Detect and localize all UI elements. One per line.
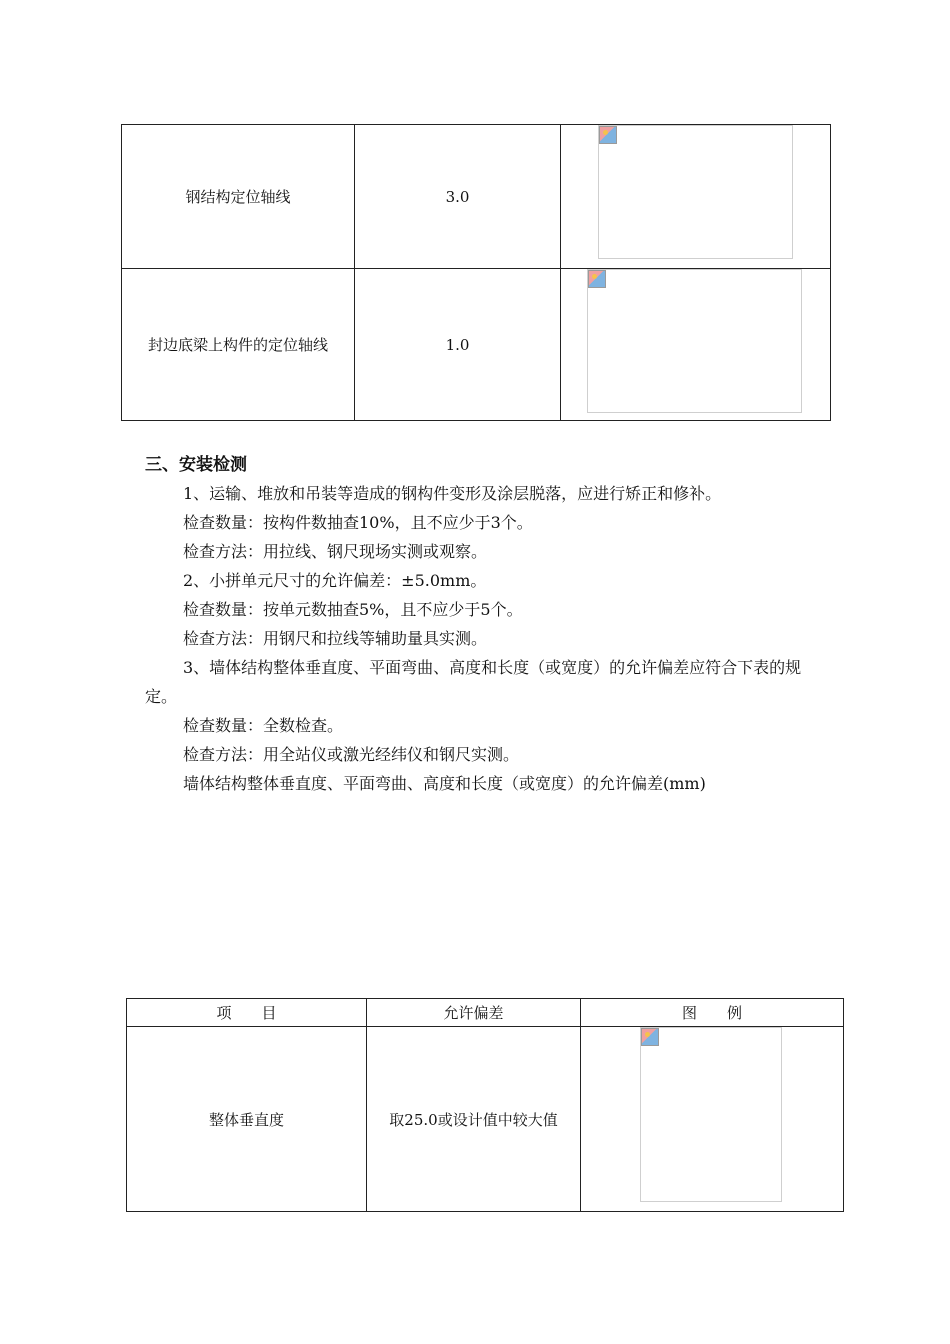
item-label: 封边底梁上构件的定位轴线 (147, 336, 328, 354)
item-cell (122, 269, 355, 421)
item-cell (127, 1027, 367, 1212)
paragraph: 检查方法：用钢尺和拉线等辅助量具实测。 (183, 629, 488, 648)
paragraph: 检查数量：按构件数抽查10%，且不应少于3个。 (183, 513, 533, 532)
table-row (127, 1027, 844, 1212)
column-header: 图 例 (581, 999, 844, 1027)
value-label: 取25.0或设计值中较大值 (389, 1110, 558, 1129)
diagram-cell (581, 1027, 844, 1212)
broken-image-icon (641, 1028, 659, 1046)
broken-image-icon (588, 270, 606, 288)
diagram-image (587, 269, 802, 413)
column-header: 项 目 (127, 999, 367, 1027)
column-header: 允许偏差 (367, 999, 581, 1027)
table-header-row (127, 999, 844, 1027)
table-caption: 墙体结构整体垂直度、平面弯曲、高度和长度（或宽度）的允许偏差(mm) (183, 774, 706, 793)
value-cell (355, 269, 561, 421)
paragraph: 1、运输、堆放和吊装等造成的钢构件变形及涂层脱落，应进行矫正和修补。 (183, 484, 722, 503)
diagram-image (598, 125, 793, 259)
section-title: 三、安装检测 (145, 455, 247, 475)
diagram-cell (561, 269, 831, 421)
table-row (122, 269, 831, 421)
tolerance-table-2 (126, 998, 844, 1212)
section-body (145, 479, 825, 798)
item-cell (122, 125, 355, 269)
diagram-image (640, 1027, 782, 1202)
value-cell (355, 125, 561, 269)
paragraph: 检查数量：按单元数抽查5%，且不应少于5个。 (183, 600, 523, 619)
value-label: 3.0 (445, 187, 470, 206)
diagram-cell (561, 125, 831, 269)
table-row (122, 125, 831, 269)
paragraph: 3、墙体结构整体垂直度、平面弯曲、高度和长度（或宽度）的允许偏差应符合下表的规定。 (145, 658, 802, 706)
item-label: 整体垂直度 (208, 1110, 284, 1129)
paragraph: 检查数量：全数检查。 (183, 716, 344, 735)
value-label: 1.0 (445, 335, 470, 354)
paragraph: 2、小拼单元尺寸的允许偏差：±5.0mm。 (183, 571, 487, 590)
paragraph: 检查方法：用全站仪或激光经纬仪和钢尺实测。 (183, 745, 520, 764)
item-label: 钢结构定位轴线 (185, 188, 291, 206)
value-cell (367, 1027, 581, 1212)
tolerance-table-1 (121, 124, 831, 421)
paragraph: 检查方法：用拉线、钢尺现场实测或观察。 (183, 542, 488, 561)
broken-image-icon (599, 126, 617, 144)
